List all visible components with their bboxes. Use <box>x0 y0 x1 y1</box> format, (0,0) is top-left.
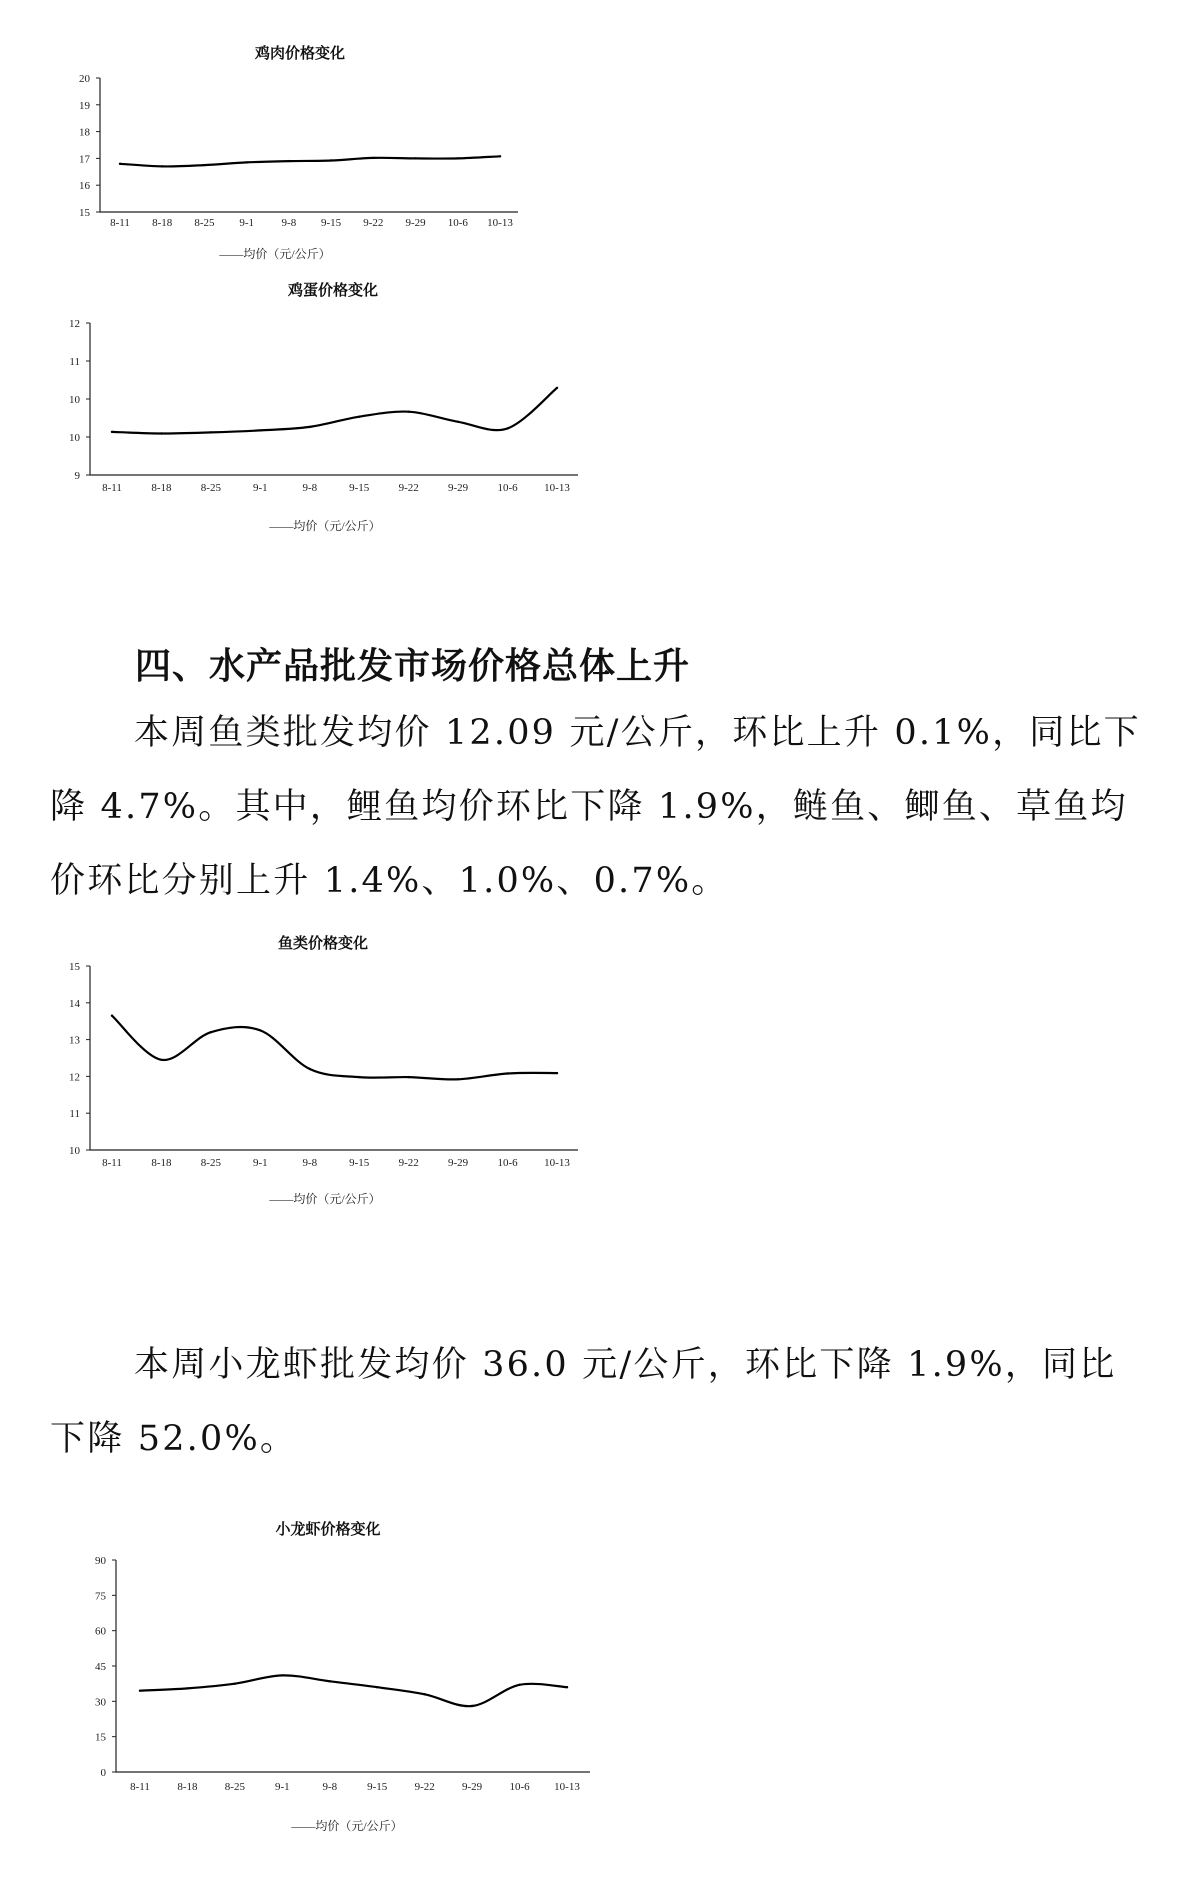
x-tick-label: 9-15 <box>349 1157 370 1169</box>
x-tick-label: 10-6 <box>497 1157 518 1169</box>
x-tick-label: 9-29 <box>448 1157 469 1169</box>
data-point <box>506 427 508 429</box>
x-tick-label: 8-11 <box>102 482 122 494</box>
x-tick-label: 9-15 <box>367 1781 388 1793</box>
data-point <box>556 1072 558 1074</box>
y-tick-label: 9 <box>74 470 80 482</box>
data-point <box>518 1684 520 1686</box>
egg-price-chart-svg <box>40 275 600 545</box>
x-tick-label: 9-29 <box>448 482 469 494</box>
x-tick-label: 9-8 <box>322 1781 338 1793</box>
x-tick-label: 9-15 <box>321 217 342 229</box>
y-tick-label: 15 <box>79 207 90 219</box>
x-tick-label: 8-11 <box>130 1781 150 1793</box>
data-point <box>408 1076 410 1078</box>
y-tick-label: 60 <box>95 1625 106 1638</box>
data-point <box>111 1015 113 1017</box>
crayfish-price-paragraph: 本周小龙虾批发均价 36.0 元/公斤，环比下降 1.9%，同比下降 52.0%。 <box>50 1345 1117 1459</box>
x-tick-label: 9-1 <box>252 1157 268 1169</box>
data-point <box>111 431 113 433</box>
x-tick-label: 9-8 <box>302 482 318 494</box>
chart-title: 鸡肉价格变化 <box>254 44 346 62</box>
legend-label: ——均价（元/公斤） <box>219 247 331 261</box>
data-point <box>566 1686 568 1688</box>
y-tick-label: 19 <box>79 99 90 112</box>
x-tick-label: 10-13 <box>544 482 570 494</box>
y-tick-label: 20 <box>79 73 90 85</box>
x-tick-label: 8-25 <box>200 1157 221 1169</box>
chart-axes <box>116 1560 590 1772</box>
data-point <box>556 387 558 389</box>
x-tick-label: 10-13 <box>544 1157 570 1169</box>
data-point <box>330 159 332 161</box>
data-point <box>139 1690 141 1692</box>
data-point <box>372 157 374 159</box>
y-tick-label: 16 <box>79 180 90 193</box>
x-tick-label: 8-18 <box>151 482 172 494</box>
data-point <box>358 416 360 418</box>
fish-price-chart <box>40 932 600 1217</box>
data-point <box>408 411 410 413</box>
series-line <box>140 1675 567 1706</box>
y-tick-label: 14 <box>69 997 80 1010</box>
chart-axes <box>90 323 578 475</box>
data-point <box>457 157 459 159</box>
y-tick-label: 0 <box>100 1767 106 1779</box>
x-tick-label: 10-6 <box>509 1781 530 1793</box>
chicken-price-chart-svg <box>40 40 540 270</box>
x-tick-label: 9-15 <box>349 482 370 494</box>
x-tick-label: 8-11 <box>102 1157 122 1169</box>
data-point <box>358 1076 360 1078</box>
data-point <box>457 421 459 423</box>
x-tick-label: 9-22 <box>414 1781 435 1793</box>
x-tick-label: 8-25 <box>224 1781 245 1793</box>
y-tick-label: 75 <box>95 1590 106 1603</box>
data-point <box>309 426 311 428</box>
x-tick-label: 8-18 <box>151 1157 172 1169</box>
fish-price-paragraph: 本周鱼类批发均价 12.09 元/公斤，环比上升 0.1%，同比下降 4.7%。其中，鲤鱼均价环比下降 1.9%，鲢鱼、鲫鱼、草鱼均价环比分别上升 1.4%、1.0%、0.7%。 <box>50 713 1141 901</box>
x-tick-label: 9-22 <box>363 217 384 229</box>
data-point <box>471 1705 473 1707</box>
x-tick-label: 9-1 <box>274 1781 290 1793</box>
data-point <box>161 165 163 167</box>
data-point <box>499 155 501 157</box>
data-point <box>203 164 205 166</box>
data-point <box>281 1674 283 1676</box>
y-tick-label: 13 <box>69 1034 80 1047</box>
data-point <box>186 1687 188 1689</box>
y-tick-label: 11 <box>69 1108 80 1121</box>
data-point <box>414 157 416 159</box>
crayfish-price-chart <box>40 1510 600 1850</box>
data-point <box>259 429 261 431</box>
y-tick-label: 12 <box>69 318 80 330</box>
data-point <box>160 432 162 434</box>
data-point <box>259 1029 261 1031</box>
data-point <box>119 163 121 165</box>
chicken-price-chart <box>40 40 540 270</box>
data-point <box>160 1059 162 1061</box>
data-point <box>376 1686 378 1688</box>
x-tick-label: 9-8 <box>302 1157 318 1169</box>
legend-label: ——均价（元/公斤） <box>269 1192 381 1206</box>
chart-title: 鸡蛋价格变化 <box>287 281 379 299</box>
series-line <box>120 156 500 166</box>
y-tick-label: 18 <box>79 126 90 139</box>
legend-label: ——均价（元/公斤） <box>269 519 381 533</box>
x-tick-label: 9-29 <box>462 1781 483 1793</box>
data-point <box>506 1072 508 1074</box>
data-point <box>329 1680 331 1682</box>
chart-axes <box>100 78 518 212</box>
data-point <box>424 1693 426 1695</box>
x-tick-label: 8-18 <box>152 217 173 229</box>
y-tick-label: 10 <box>69 1145 80 1157</box>
crayfish-price-chart-svg <box>40 1510 600 1850</box>
egg-price-chart <box>40 275 600 545</box>
y-tick-label: 17 <box>79 153 90 166</box>
series-line <box>112 1016 557 1080</box>
y-tick-label: 10 <box>69 432 80 444</box>
x-tick-label: 8-25 <box>194 217 215 229</box>
y-tick-label: 11 <box>69 356 80 368</box>
y-tick-label: 15 <box>69 961 80 973</box>
data-point <box>234 1683 236 1685</box>
x-tick-label: 10-6 <box>497 482 518 494</box>
chart-title: 小龙虾价格变化 <box>275 1520 381 1538</box>
series-line <box>112 388 557 434</box>
x-tick-label: 8-11 <box>110 217 130 229</box>
data-point <box>457 1078 459 1080</box>
x-tick-label: 9-1 <box>239 217 255 229</box>
x-tick-label: 10-13 <box>554 1781 580 1793</box>
y-tick-label: 12 <box>69 1071 80 1084</box>
fish-price-chart-svg <box>40 932 600 1217</box>
data-point <box>210 431 212 433</box>
x-tick-label: 9-1 <box>252 482 268 494</box>
y-tick-label: 10 <box>69 394 80 406</box>
x-tick-label: 10-13 <box>487 217 513 229</box>
y-tick-label: 30 <box>95 1696 106 1709</box>
y-tick-label: 45 <box>95 1661 106 1673</box>
y-tick-label: 90 <box>95 1555 106 1567</box>
x-tick-label: 9-22 <box>398 482 419 494</box>
x-tick-label: 9-8 <box>281 217 297 229</box>
x-tick-label: 9-22 <box>398 1157 419 1169</box>
data-point <box>210 1031 212 1033</box>
y-tick-label: 15 <box>95 1731 106 1744</box>
x-tick-label: 8-25 <box>200 482 221 494</box>
data-point <box>246 161 248 163</box>
chart-axes <box>90 966 578 1150</box>
x-tick-label: 8-18 <box>177 1781 198 1793</box>
data-point <box>309 1068 311 1070</box>
chart-title: 鱼类价格变化 <box>277 934 369 952</box>
legend-label: ——均价（元/公斤） <box>291 1819 403 1833</box>
section-heading: 四、水产品批发市场价格总体上升 <box>135 646 691 687</box>
data-point <box>288 160 290 162</box>
x-tick-label: 10-6 <box>447 217 468 229</box>
x-tick-label: 9-29 <box>405 217 426 229</box>
